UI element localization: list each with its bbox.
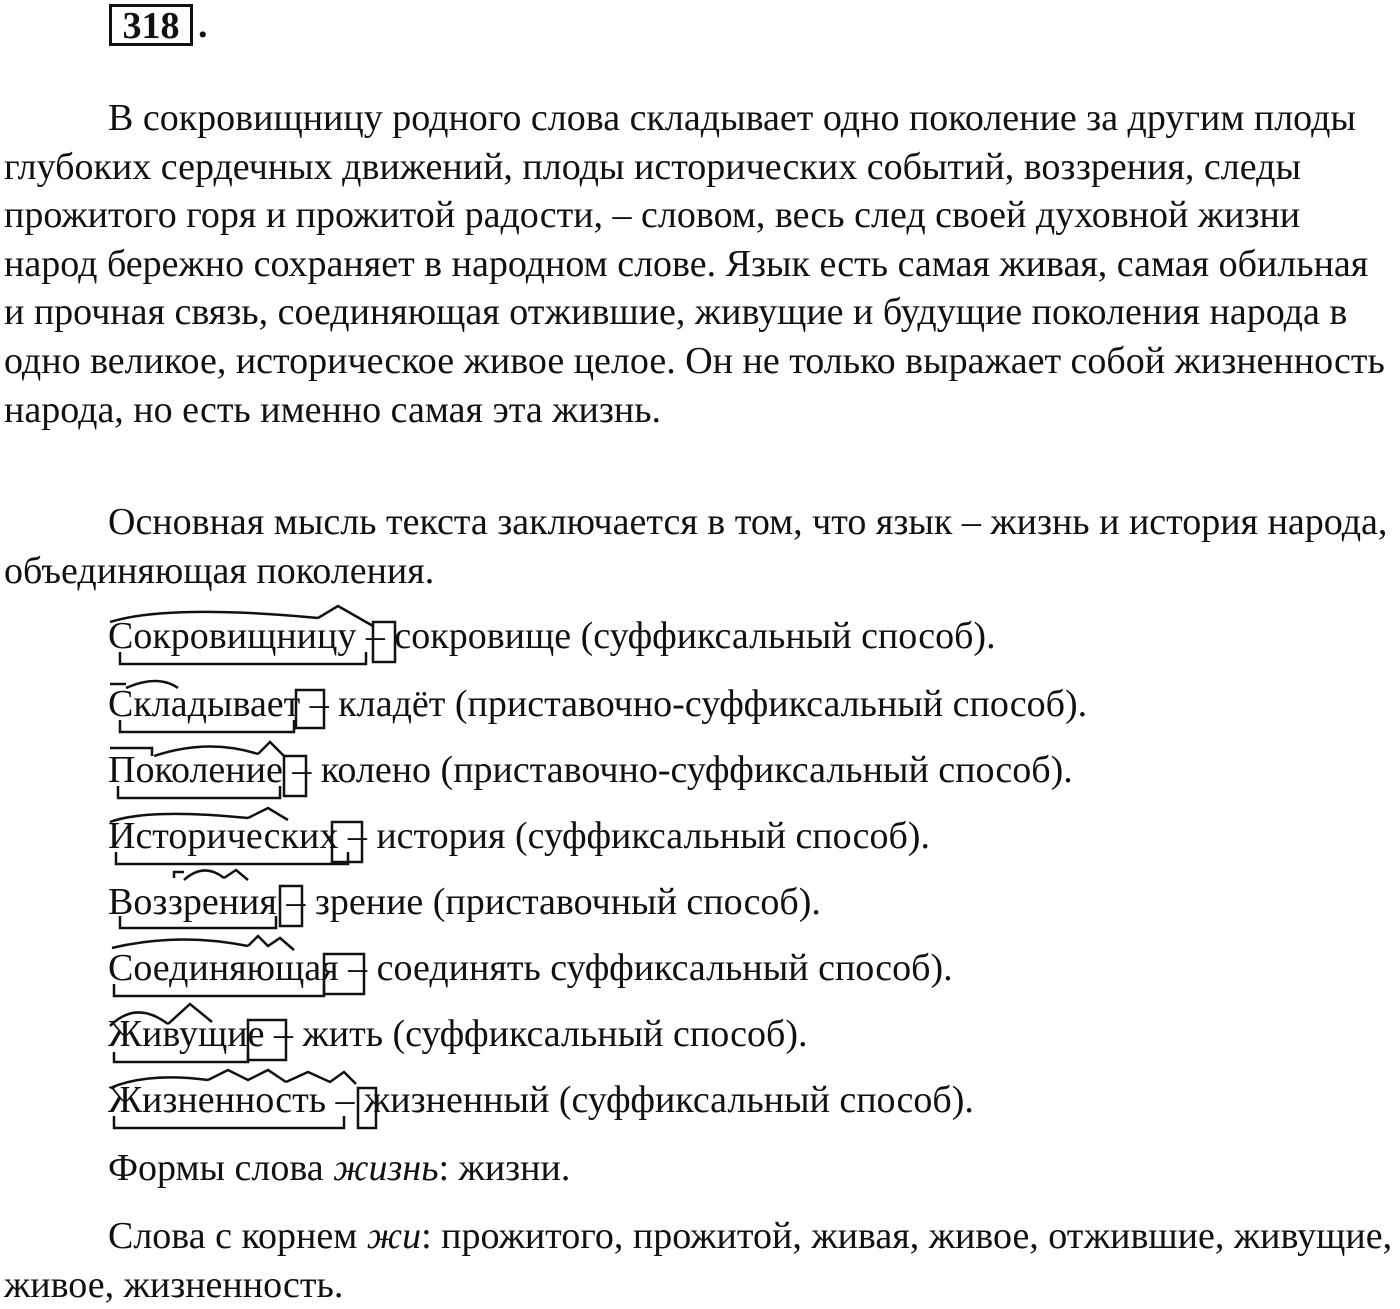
analysis-line-1: Сокровищницу – сокровище (суффиксальный способ). — [108, 612, 996, 660]
analysis-line-8: Жизненность – жизненный (суффиксальный способ). — [108, 1076, 974, 1124]
analysis-line-2: Складывает – кладёт (приставочно-суффиксальный способ). — [108, 680, 1087, 728]
forms-line: Формы слова жизнь: жизни. — [108, 1147, 571, 1189]
analysis-line-3: Поколение – колено (приставочно-суффиксальный способ). — [108, 746, 1073, 794]
analysis-word-7: Живущие — [108, 1010, 265, 1058]
analysis-word-6: Соединяющая — [108, 944, 339, 992]
analysis-word-2: Складывает — [108, 680, 300, 728]
analysis-word-3: Поколение — [108, 746, 283, 794]
exercise-number: 318 — [109, 4, 193, 46]
forms-word: жизнь — [333, 1147, 439, 1189]
analysis-word-8: Жизненность — [108, 1076, 326, 1124]
analysis-line-6: Соединяющая – соединять суффиксальный способ). — [108, 944, 953, 992]
analysis-word-4: Исторических — [108, 812, 338, 860]
analysis-line-5: Воззрения – зрение (приставочный способ). — [108, 878, 821, 926]
analysis-line-7: Живущие – жить (суффиксальный способ). — [108, 1010, 808, 1058]
analysis-line-4: Исторических – история (суффиксальный способ). — [108, 812, 930, 860]
analysis-word-1: Сокровищницу — [108, 612, 356, 660]
root-words-paragraph: Слова с корнем жи: прожитого, прожитой, живая, живое, отжившие, живущие, живое, жизненность. — [4, 1215, 1393, 1306]
main-idea-paragraph: Основная мысль текста заключается в том, что язык – жизнь и история народа, объединяющая поколения. — [4, 501, 1388, 592]
root-highlight: жи — [366, 1215, 422, 1257]
analysis-word-5: Воззрения — [108, 878, 277, 926]
main-text-paragraph: В сокровищницу родного слова складывает одно поколение за другим плоды глубоких сердечных движений, плоды исторических событий, воззрения, следы прожитого горя и прожитой радости, – словом, весь след своей духовной жизни народ бережно сохраняет в народном слове. Язык есть самая живая, самая обильная и прочная связь, соединяющая отжившие, живущие и будущие поколения народа в одно великое, историческое живое целое. Он не только выражает собой жизненность народа, но есть именно самая эта жизнь. — [4, 97, 1385, 431]
exercise-number-dot: . — [198, 4, 208, 46]
